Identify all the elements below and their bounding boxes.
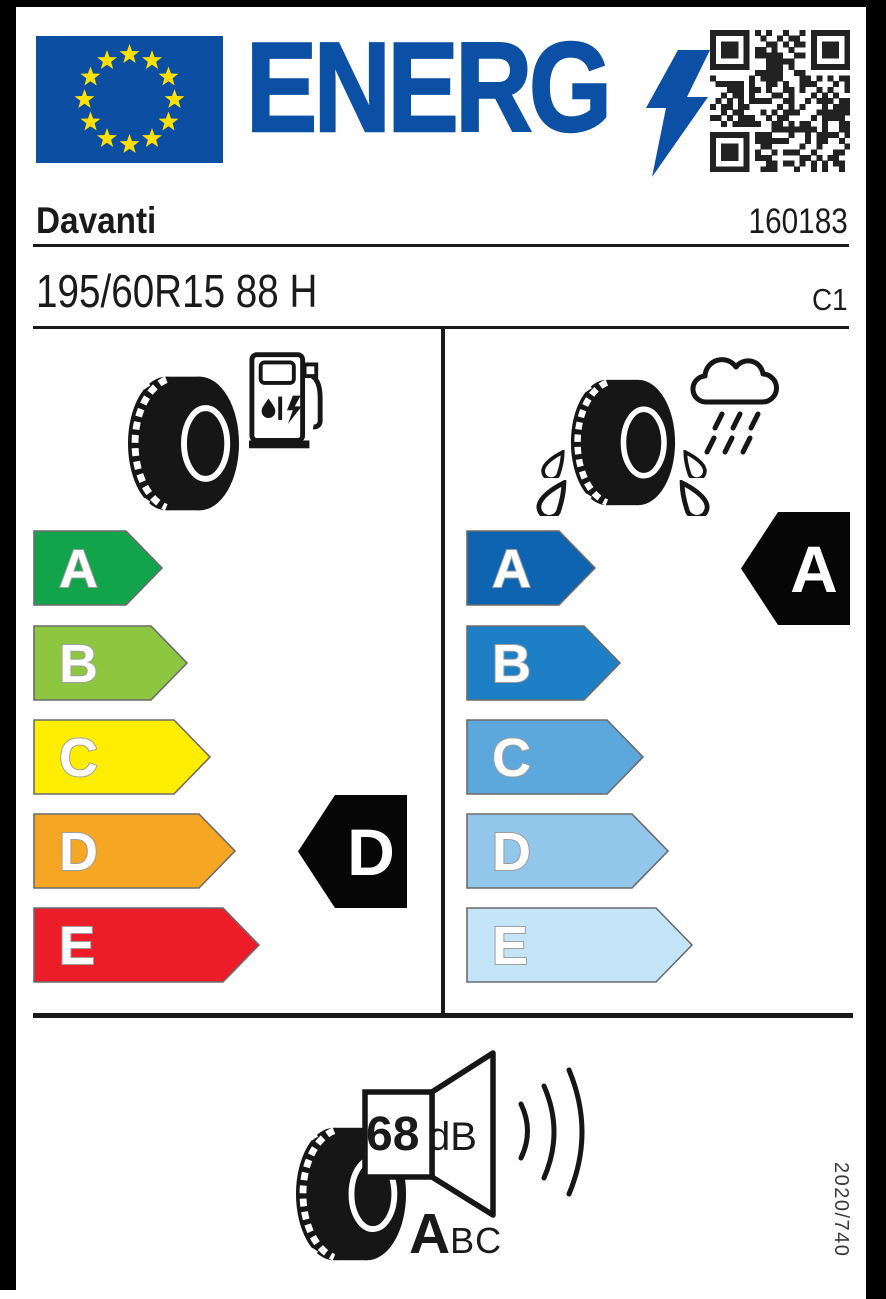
eu-flag bbox=[36, 36, 223, 163]
separator-line bbox=[33, 244, 849, 247]
brand-name: Davanti bbox=[36, 200, 157, 241]
wet-grade-A bbox=[466, 530, 597, 606]
wet-grade-D bbox=[466, 813, 670, 889]
wet-grade-letter: E bbox=[492, 916, 529, 976]
frame-right bbox=[866, 0, 886, 1299]
separator-line bbox=[33, 1013, 853, 1018]
wet-grade-letter: B bbox=[492, 634, 531, 694]
splash-drop-icon bbox=[535, 480, 568, 516]
fuel-grade-letter: C bbox=[59, 728, 98, 788]
fuel-grade-A bbox=[33, 530, 164, 606]
fuel-rating-indicator bbox=[297, 794, 408, 909]
lightning-bolt-icon bbox=[646, 50, 710, 177]
regulation-number: 2020/740 bbox=[830, 1162, 852, 1258]
wet-grade-letter: A bbox=[492, 539, 531, 599]
noise-value: 68 bbox=[366, 1108, 420, 1161]
sound-waves-icon bbox=[521, 1070, 582, 1194]
fuel-grade-letter: B bbox=[59, 634, 98, 694]
wet-grade-C bbox=[466, 719, 645, 795]
fuel-pump-icon bbox=[248, 351, 326, 450]
fuel-grade-C bbox=[33, 719, 212, 795]
noise-unit: dB bbox=[428, 1115, 477, 1159]
wet-grade-letter: C bbox=[492, 728, 531, 788]
noise-class-others: BC bbox=[450, 1220, 503, 1261]
frame-left bbox=[0, 7, 16, 1290]
noise-class-indicator bbox=[409, 1202, 503, 1266]
fuel-rating-letter: D bbox=[347, 815, 395, 889]
tyre-icon bbox=[570, 374, 676, 511]
fuel-grade-letter: E bbox=[59, 916, 96, 976]
wet-grade-E bbox=[466, 907, 694, 983]
frame-top bbox=[0, 0, 886, 7]
wet-rating-indicator bbox=[740, 511, 851, 626]
tyre-size-designation: 195/60R15 88 H bbox=[36, 265, 318, 317]
noise-speaker-icon bbox=[358, 1042, 598, 1222]
qr-code bbox=[710, 30, 850, 172]
splash-drop-icon bbox=[540, 450, 566, 478]
splash-drop-icon bbox=[682, 450, 708, 478]
fuel-grade-D bbox=[33, 813, 237, 889]
energy-logo-text: ENERG bbox=[246, 16, 609, 158]
fuel-grade-letter: A bbox=[59, 539, 98, 599]
tyre-class: C1 bbox=[812, 282, 848, 317]
fuel-grade-letter: D bbox=[59, 822, 98, 882]
wet-grade-letter: D bbox=[492, 822, 531, 882]
column-divider bbox=[441, 329, 445, 1014]
wet-rating-letter: A bbox=[790, 532, 838, 606]
tyre-icon bbox=[127, 374, 240, 513]
fuel-grade-E bbox=[33, 907, 261, 983]
article-number: 160183 bbox=[748, 202, 848, 241]
noise-class-selected: A bbox=[409, 1202, 451, 1266]
splash-drop-icon bbox=[678, 480, 711, 516]
fuel-grade-B bbox=[33, 625, 189, 701]
wet-grade-B bbox=[466, 625, 622, 701]
